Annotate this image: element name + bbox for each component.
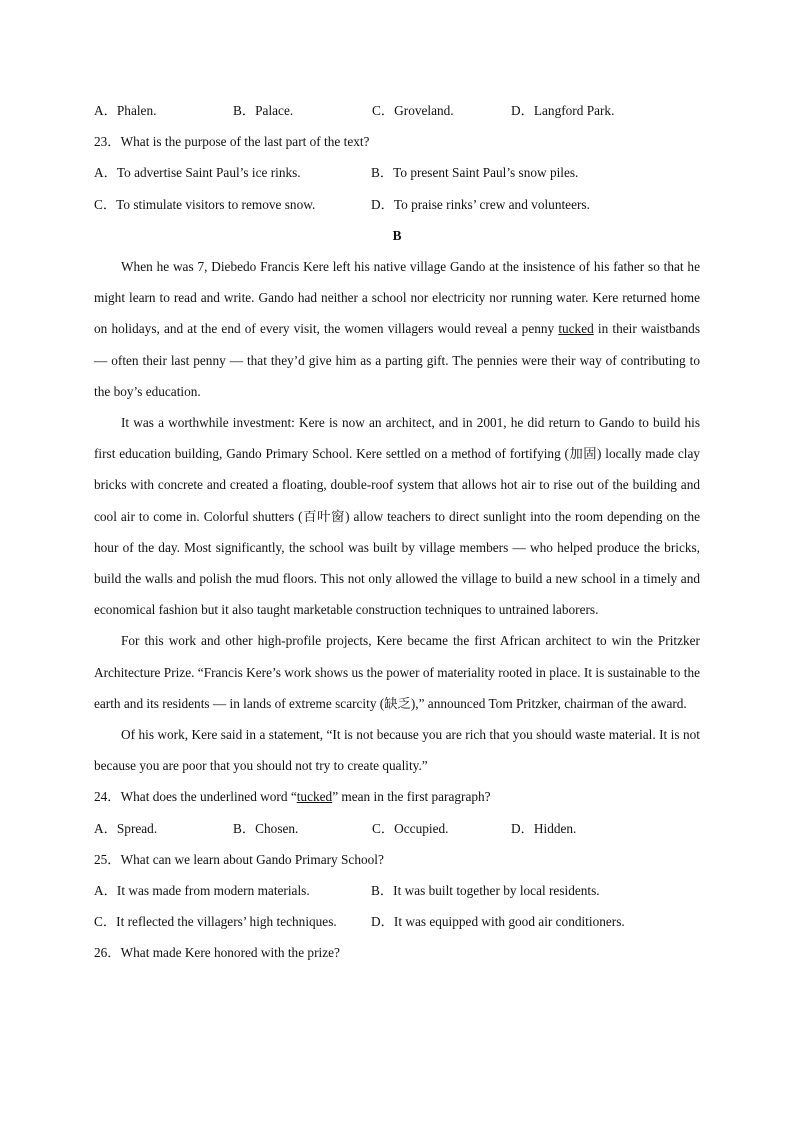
passage-paragraph-3: For this work and other high-profile projects, Kere became the first African architect to win the Pritzker Architecture Prize. “Francis Kere’s work shows us the power of materiality rooted in place. It is sustainable to the earth and its residents — in lands of extreme scarcity (缺乏),” announced Tom Pritzker, chairman of the award. [94, 633, 700, 711]
option-c: C．To stimulate visitors to remove snow. [94, 196, 316, 212]
passage-paragraph-1 [94, 251, 700, 407]
option-d: D．It was equipped with good air conditioners. [371, 914, 625, 930]
p1-text-a: When he was 7, Diebedo Francis Kere left his native village Gando at the insistence of his father so that he might learn to read and write. Gando had neither a school nor electricity nor running water. Kere returned home on holidays, and at the end of every visit, the women villagers would reveal a penny [94, 258, 700, 337]
option-b: B．Chosen. [233, 820, 299, 836]
q26-question: 26．What made Kere honored with the prize? [94, 945, 340, 961]
q22-options [94, 95, 700, 126]
option-d: D．To praise rinks’ crew and volunteers. [371, 196, 590, 212]
q25-options-row2 [94, 906, 700, 937]
passage-paragraph-4: Of his work, Kere said in a statement, “It is not because you are rich that you should waste material. It is not because you are poor that you should not try to create quality.” [94, 726, 700, 774]
q25-options-row1 [94, 875, 700, 906]
option-c: C．It reflected the villagers’ high techniques. [94, 914, 337, 930]
option-c: C．Groveland. [372, 103, 454, 118]
section-title: B [392, 227, 402, 243]
option-a: A．Spread. [94, 820, 158, 836]
option-d: D．Hidden. [511, 820, 577, 836]
option-a: A．It was made from modern materials. [94, 882, 310, 898]
q24-question [94, 781, 700, 812]
option-b: B．Palace. [233, 103, 294, 118]
q23-question: 23．What is the purpose of the last part of the text? [94, 134, 370, 150]
q24-text-a: 24．What does the underlined word “ [94, 789, 297, 805]
q25-question: 25．What can we learn about Gando Primary School? [94, 851, 384, 867]
q24-text-b: ” mean in the first paragraph? [332, 789, 491, 805]
option-c: C．Occupied. [372, 820, 449, 836]
option-a: A．To advertise Saint Paul’s ice rinks. [94, 165, 301, 181]
q24-options [94, 813, 700, 844]
option-a: A．Phalen. [94, 103, 157, 118]
option-d: D．Langford Park. [511, 103, 615, 118]
underlined-word: tucked [558, 321, 594, 337]
q23-options-row1 [94, 157, 700, 188]
option-b: B．It was built together by local residents. [371, 882, 600, 898]
option-b: B．To present Saint Paul’s snow piles. [371, 165, 579, 181]
q24-underlined-word: tucked [296, 789, 333, 805]
p1-text-b: in their waistbands — often their last penny — that they’d give him as a parting gift. The pennies were their way of contributing to the boy’s education. [94, 321, 700, 399]
passage-paragraph-2: It was a worthwhile investment: Kere is now an architect, and in 2001, he did return to Gando to build his first education building, Gando Primary School. Kere settled on a method of fortifying (加固) locally made clay bricks with concrete and created a floating, double-roof system that allows hot air to rise out of the building and cool air to come in. Colorful shutters (百叶窗) allow teachers to direct sunlight into the room depending on the hour of the day. Most significantly, the school was built by village members — who helped produce the bricks, build the walls and polish the mud floors. This not only allowed the village to build a new school in a timely and economical fashion but it also taught marketable construction techniques to untrained laborers. [94, 414, 700, 618]
document-page [94, 95, 700, 969]
q23-options-row2 [94, 189, 700, 220]
